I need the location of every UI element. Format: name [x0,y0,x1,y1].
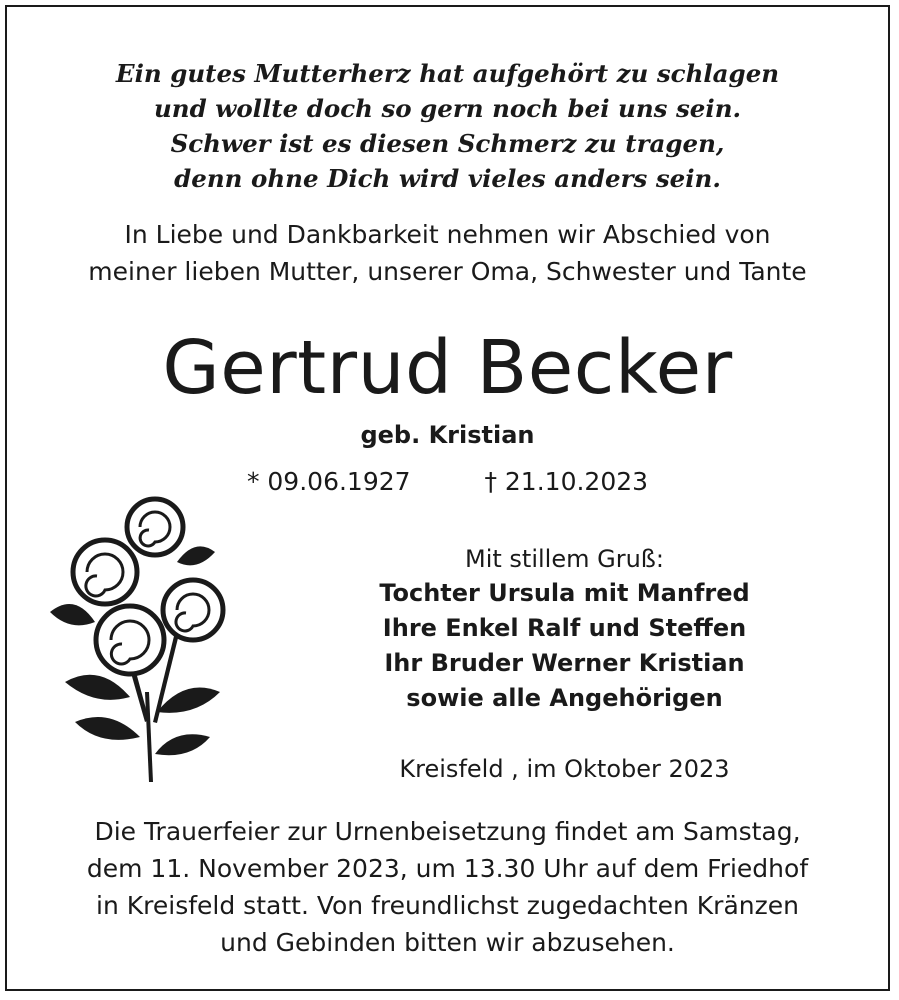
notice-line-2: dem 11. November 2023, um 13.30 Uhr auf dem Friedhof [86,854,809,883]
notice-line-3: in Kreisfeld statt. Von freundlichst zugedachten Kränzen [96,891,799,920]
greeting: Mit stillem Gruß: [465,545,664,573]
poem-line-2: und wollte doch so gern noch bei uns sein. [153,94,742,123]
poem-line-3: Schwer ist es diesen Schmerz zu tragen, [170,129,725,158]
deceased-name: Gertrud Becker [162,325,733,411]
intro-line-2: meiner lieben Mutter, unserer Oma, Schwester und Tante [88,257,807,286]
mourner-line-3: Ihr Bruder Werner Kristian [384,649,745,677]
birth-name: geb. Kristian [360,421,535,449]
roses-bouquet-icon [45,492,235,782]
death-date: † 21.10.2023 [484,467,649,496]
place-date: Kreisfeld , im Oktober 2023 [399,755,730,783]
intro-line-1: In Liebe und Dankbarkeit nehmen wir Abschied von [124,220,771,249]
notice-line-1: Die Trauerfeier zur Urnenbeisetzung findet am Samstag, [94,817,801,846]
mourner-line-1: Tochter Ursula mit Manfred [379,579,750,607]
notice-line-4: und Gebinden bitten wir abzusehen. [220,928,675,957]
obituary-card [5,5,890,991]
mourner-line-2: Ihre Enkel Ralf und Steffen [382,614,747,642]
poem-line-1: Ein gutes Mutterherz hat aufgehört zu schlagen [115,59,780,88]
poem-line-4: denn ohne Dich wird vieles anders sein. [174,164,721,193]
mourner-line-4: sowie alle Angehörigen [406,684,723,712]
birth-date: * 09.06.1927 [246,467,411,496]
